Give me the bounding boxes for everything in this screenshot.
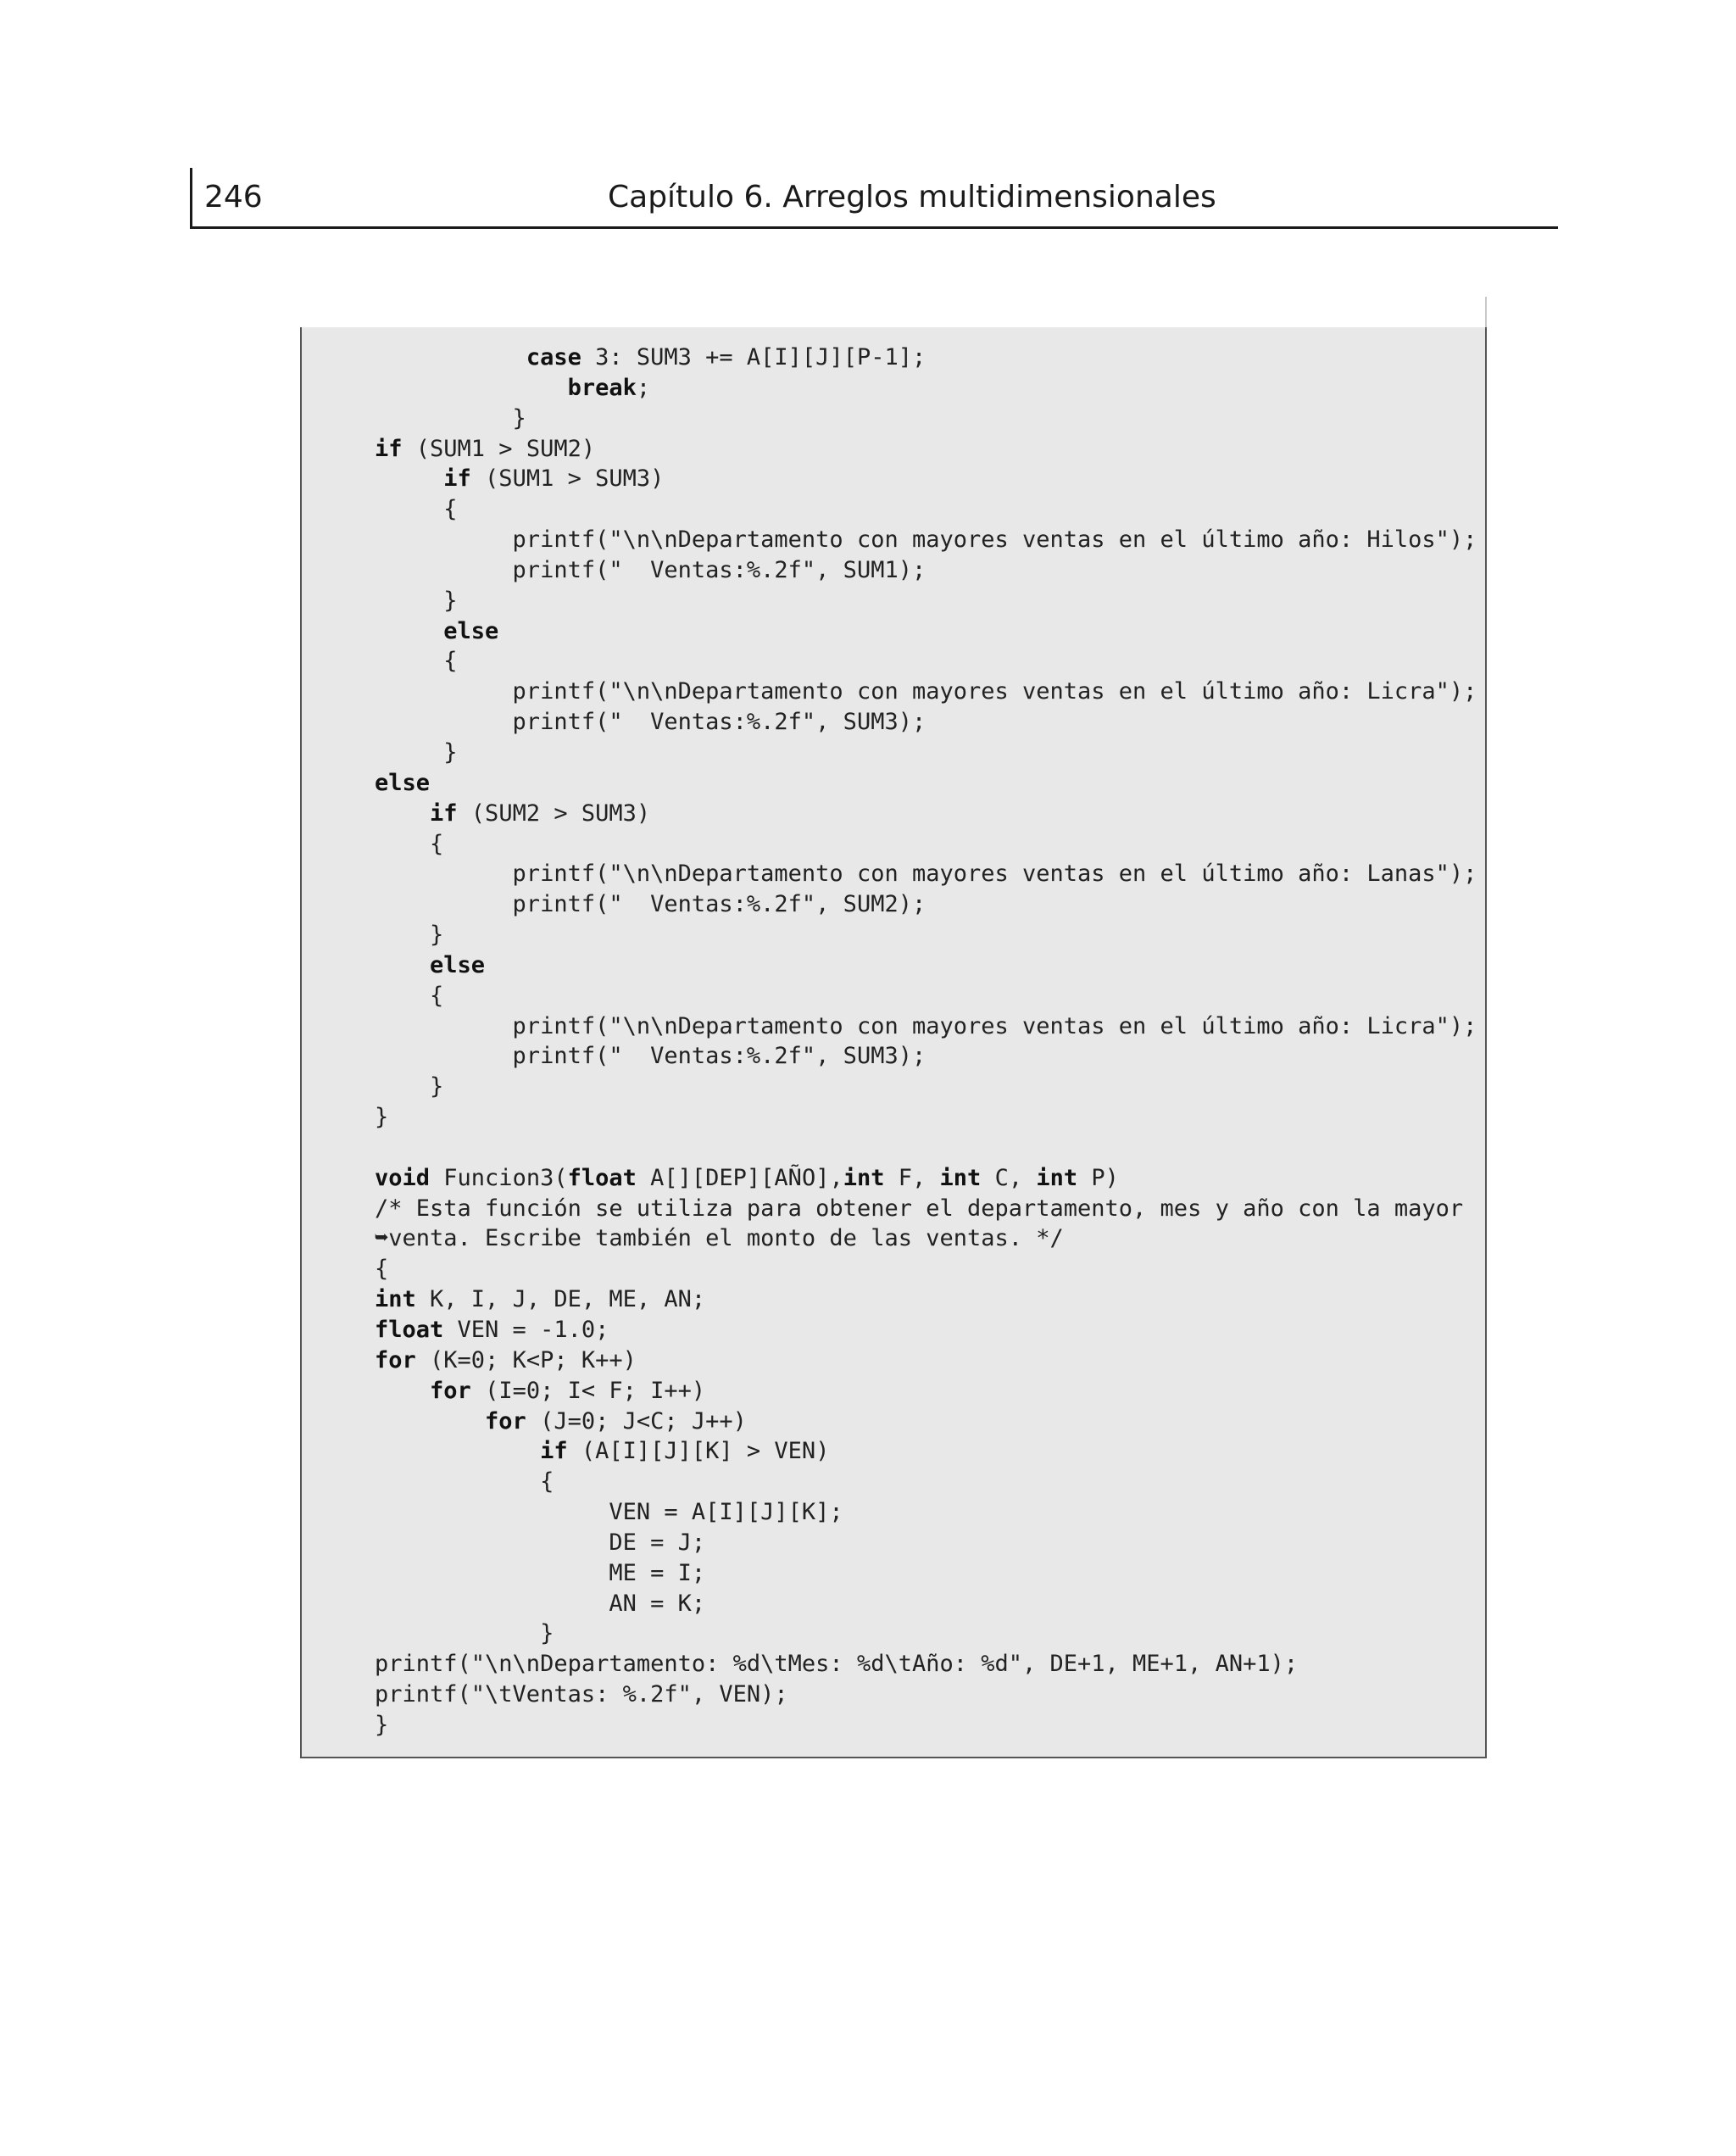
code-text (375, 1378, 430, 1404)
code-line (375, 920, 1477, 950)
code-keyword: else (375, 769, 431, 796)
code-line (375, 343, 1477, 373)
code-text: ME = I; (375, 1559, 706, 1586)
code-text: } (375, 1104, 389, 1131)
code-text: { (375, 982, 444, 1009)
code-line (375, 1407, 1477, 1437)
code-line (375, 1436, 1477, 1467)
code-text: printf(" Ventas:%.2f", SUM2); (375, 891, 926, 918)
code-text: A[][DEP][AÑO], (636, 1164, 843, 1191)
code-text: 3: SUM3 += A[I][J][P-1]; (581, 344, 926, 370)
code-text: { (375, 496, 458, 523)
code-line (375, 555, 1477, 586)
code-text: (K=0; K<P; K++) (415, 1346, 637, 1373)
code-line (375, 494, 1477, 525)
code-keyword: float (567, 1164, 637, 1191)
code-text: printf(" Ventas:%.2f", SUM3); (375, 1043, 926, 1070)
code-line (375, 829, 1477, 860)
code-text: VEN = -1.0; (443, 1317, 609, 1343)
code-text: } (375, 1073, 444, 1100)
code-text: } (375, 1620, 554, 1647)
code-line (375, 859, 1477, 889)
code-line (375, 373, 1477, 404)
code-line (375, 1345, 1477, 1376)
code-line (375, 1589, 1477, 1619)
code-text: Funcion3( (430, 1164, 568, 1191)
code-line (375, 1194, 1477, 1224)
code-line (375, 1497, 1477, 1528)
code-text (375, 375, 568, 401)
code-text: { (375, 830, 444, 857)
code-text (375, 952, 430, 978)
code-line (375, 1163, 1477, 1194)
code-keyword: else (430, 951, 486, 978)
code-line (375, 981, 1477, 1011)
code-text: (SUM1 > SUM3) (470, 465, 665, 493)
code-text: C, (981, 1164, 1037, 1191)
code-text: (SUM1 > SUM2) (402, 435, 596, 462)
code-line (375, 1618, 1477, 1649)
code-line (375, 677, 1477, 707)
code-text: P) (1077, 1164, 1119, 1191)
code-keyword: for (430, 1377, 471, 1404)
code-line (375, 707, 1477, 738)
code-text: (J=0; J<C; J++) (526, 1407, 747, 1435)
code-text (375, 1438, 540, 1464)
code-keyword: for (375, 1346, 416, 1373)
code-line (375, 1041, 1477, 1072)
code-text: { (375, 648, 458, 675)
code-line (375, 616, 1477, 647)
code-line (375, 646, 1477, 677)
code-keyword: float (375, 1317, 444, 1343)
code-line (375, 1223, 1477, 1254)
code-line (375, 1133, 1477, 1163)
code-line (375, 1680, 1477, 1710)
code-line (375, 586, 1477, 616)
code-text: AN = K; (375, 1590, 706, 1617)
code-text (375, 618, 443, 644)
code-keyword: if (443, 465, 471, 493)
code-keyword: int (375, 1286, 416, 1313)
code-line (375, 799, 1477, 829)
code-text (375, 465, 443, 492)
code-keyword: case (526, 344, 581, 370)
code-line (375, 404, 1477, 434)
page-header (190, 168, 1558, 229)
code-keyword: if (540, 1438, 568, 1465)
code-line (375, 1376, 1477, 1407)
code-keyword: int (1036, 1164, 1078, 1191)
code-keyword: break (567, 374, 637, 401)
code-text: } (375, 404, 526, 432)
code-text: ; (636, 374, 651, 401)
code-keyword: int (843, 1164, 885, 1191)
code-line (375, 768, 1477, 799)
code-text: DE = J; (375, 1529, 706, 1556)
code-text: (I=0; I< F; I++) (470, 1377, 706, 1404)
code-line (375, 525, 1477, 555)
code-text: } (375, 922, 444, 949)
code-line (375, 1254, 1477, 1284)
page-number: 246 (204, 180, 263, 214)
code-keyword: if (375, 435, 403, 462)
code-text: printf("\n\nDepartamento: %d\tMes: %d\tAño: %d", DE+1, ME+1, AN+1); (375, 1651, 1299, 1678)
code-text: } (375, 738, 458, 766)
code-text (375, 800, 430, 827)
code-keyword: int (939, 1164, 982, 1191)
code-line (375, 1649, 1477, 1680)
code-line (375, 464, 1477, 494)
code-line (375, 1011, 1477, 1042)
code-line (375, 889, 1477, 920)
chapter-title: Capítulo 6. Arreglos multidimensionales (608, 180, 1216, 214)
code-text: (A[I][J][K] > VEN) (567, 1438, 830, 1465)
code-text: printf("\n\nDepartamento con mayores ventas en el último año: Lanas"); (375, 861, 1477, 888)
code-text: (SUM2 > SUM3) (457, 799, 651, 827)
code-text: VEN = A[I][J][K]; (375, 1499, 843, 1526)
code-text: K, I, J, DE, ME, AN; (415, 1286, 706, 1313)
code-text: /* Esta función se utiliza para obtener el departamento, mes y año con la mayor (375, 1195, 1464, 1222)
code-line (375, 1558, 1477, 1589)
code-box-edge (1485, 297, 1487, 331)
code-text: printf("\n\nDepartamento con mayores ventas en el último año: Hilos"); (375, 526, 1477, 554)
code-text: printf(" Ventas:%.2f", SUM1); (375, 556, 926, 583)
code-text: ➥venta. Escribe también el monto de las ventas. */ (375, 1225, 1064, 1252)
code-text (375, 344, 526, 370)
code-line (375, 434, 1477, 465)
code-line (375, 950, 1477, 981)
code-text (375, 1408, 485, 1435)
code-line (375, 1284, 1477, 1315)
code-text: { (375, 1256, 389, 1283)
code-text: { (375, 1468, 554, 1496)
code-keyword: if (430, 799, 458, 827)
code-text: printf("\n\nDepartamento con mayores ventas en el último año: Licra"); (375, 678, 1477, 705)
code-line (375, 1102, 1477, 1133)
code-keyword: for (485, 1407, 526, 1435)
code-text: printf(" Ventas:%.2f", SUM3); (375, 709, 926, 736)
code-text: printf("\n\nDepartamento con mayores ventas en el último año: Licra"); (375, 1012, 1477, 1039)
code-keyword: else (443, 617, 499, 644)
code-keyword: void (375, 1164, 431, 1191)
code-line (375, 1315, 1477, 1345)
code-line (375, 738, 1477, 768)
code-listing-box (300, 327, 1487, 1758)
code-line (375, 1467, 1477, 1497)
code-listing (375, 343, 1477, 1741)
code-text: printf("\tVentas: %.2f", VEN); (375, 1681, 788, 1708)
code-line (375, 1072, 1477, 1102)
code-text: } (375, 1711, 389, 1738)
code-text: F, (884, 1164, 940, 1191)
code-text: } (375, 587, 458, 614)
code-line (375, 1710, 1477, 1741)
code-line (375, 1528, 1477, 1558)
